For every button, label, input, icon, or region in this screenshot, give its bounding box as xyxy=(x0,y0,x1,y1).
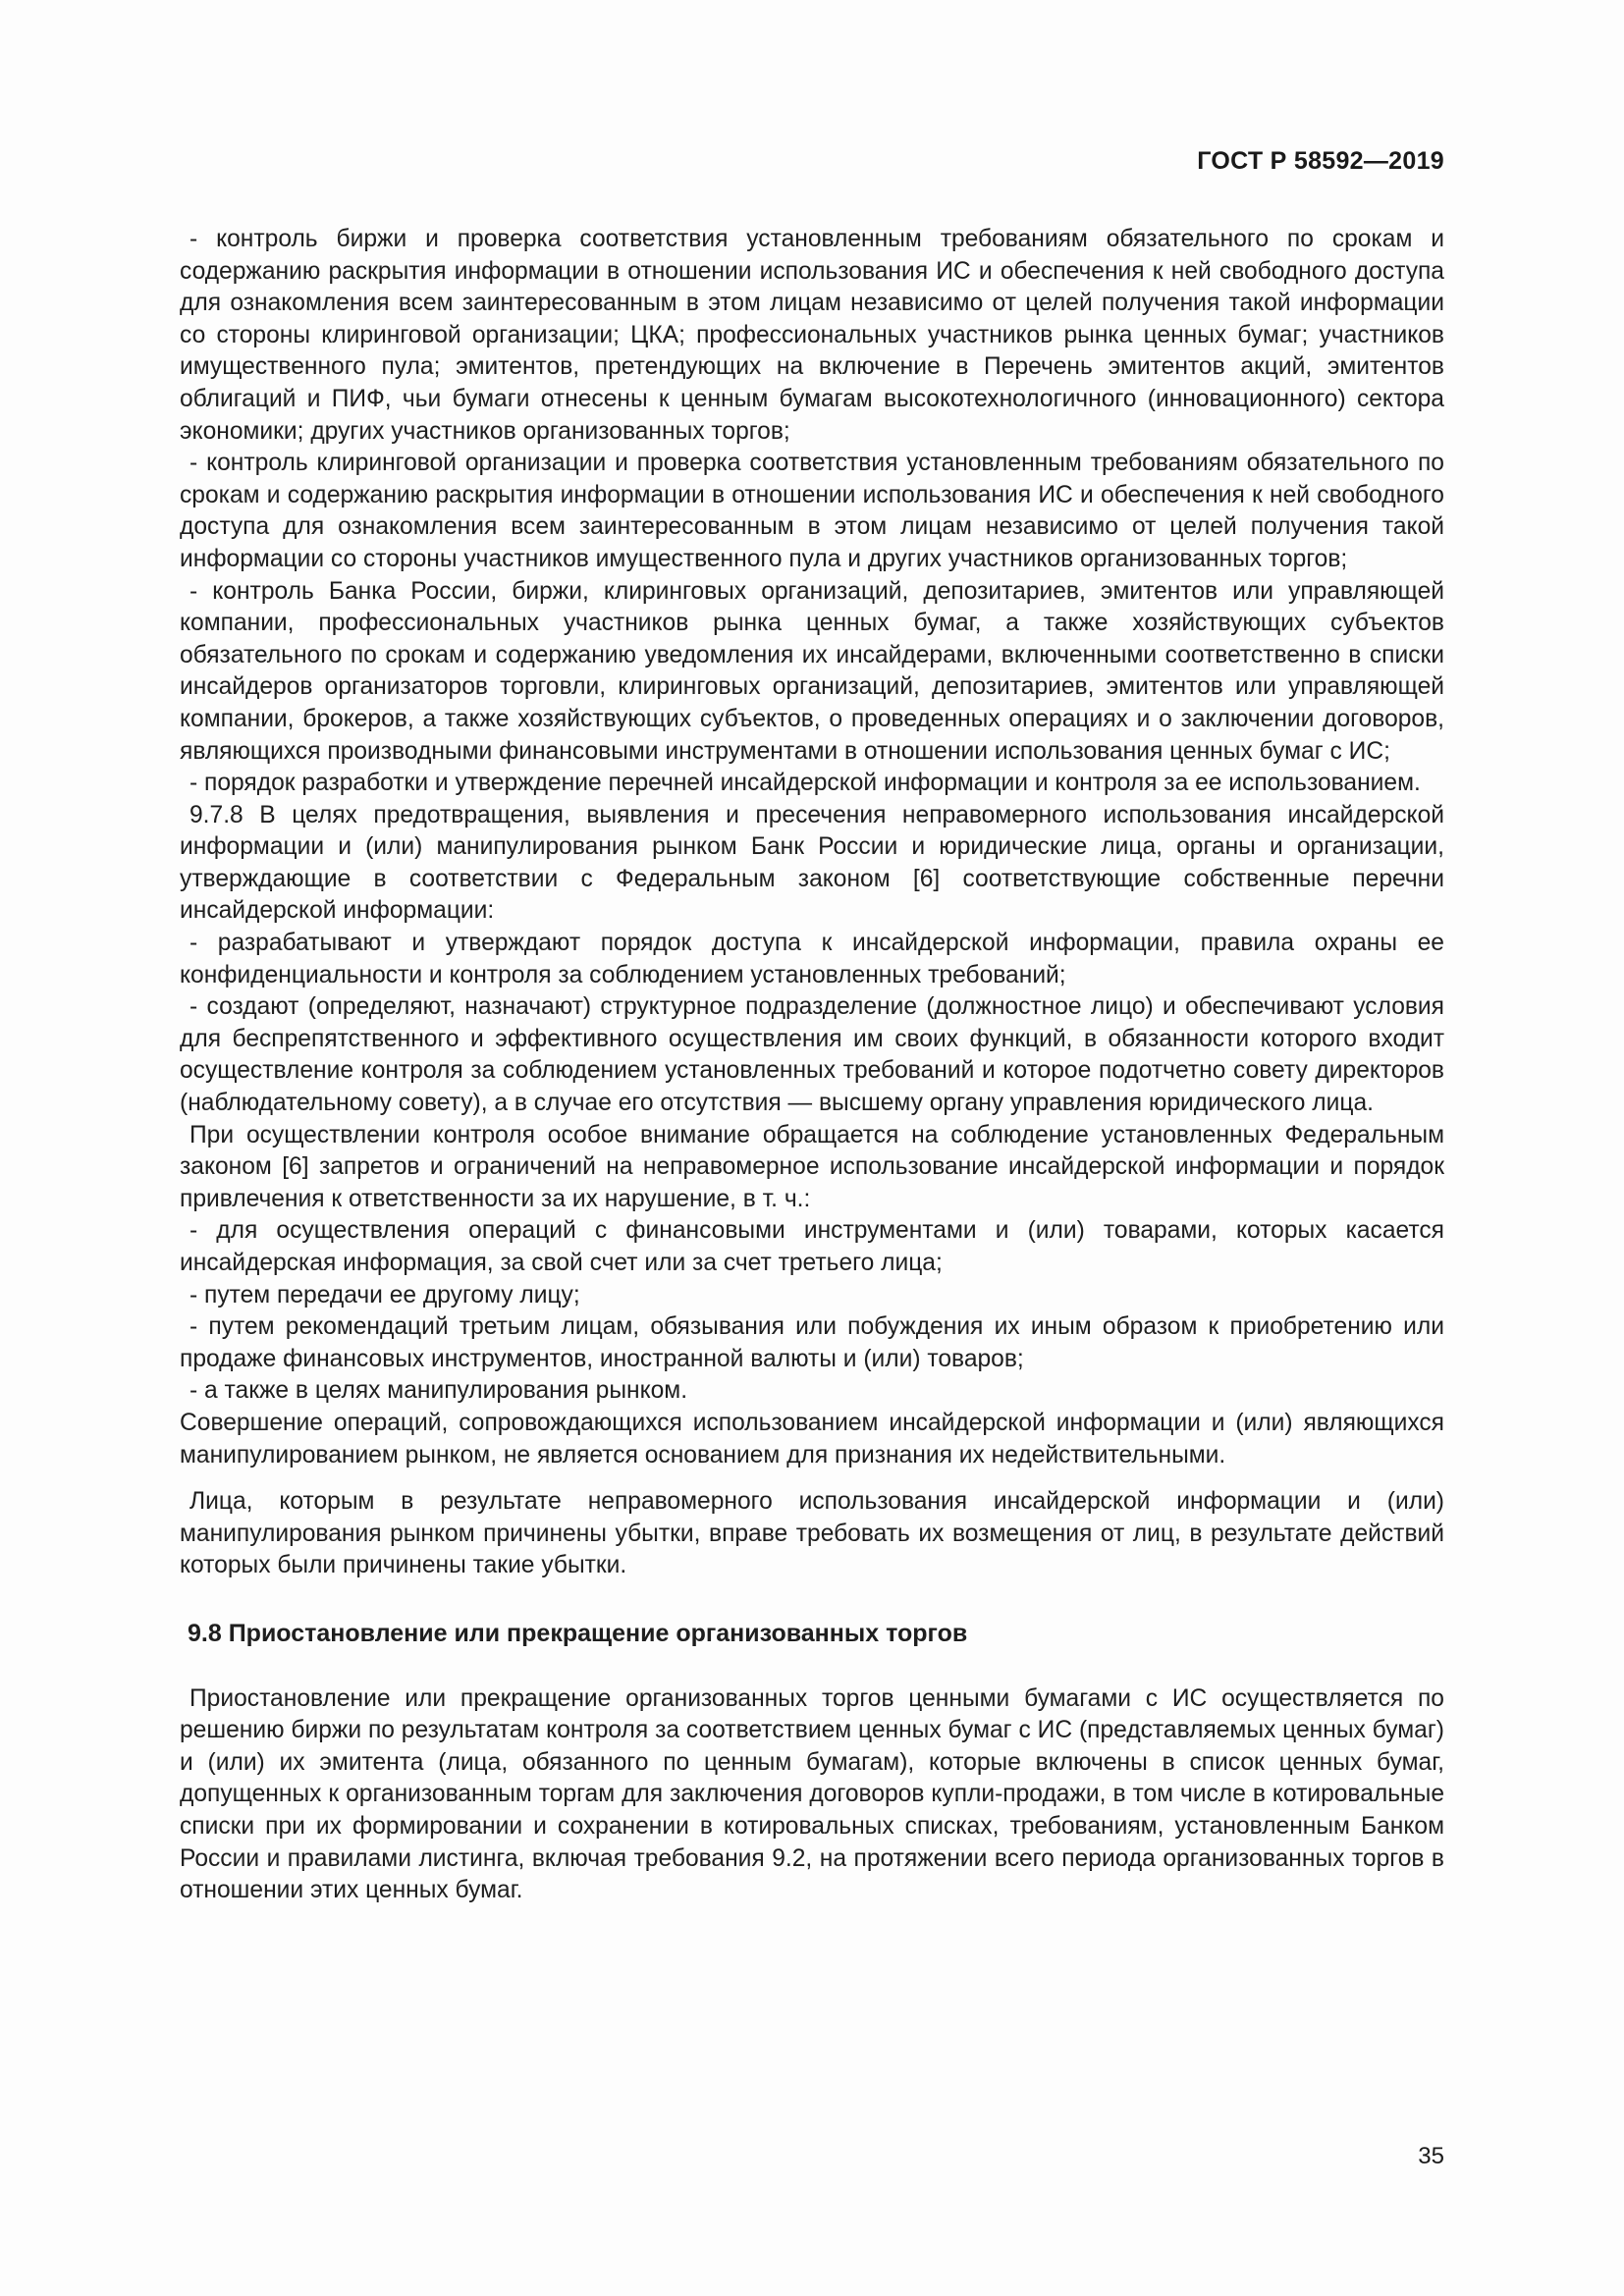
document-body xyxy=(180,224,1444,1907)
paragraph: - путем рекомендаций третьим лицам, обязывания или побуждения их иным образом к приобретению или продаже финансовых инструментов, иностранной валюты и (или) товаров; xyxy=(180,1313,1444,1372)
paragraph: - контроль клиринговой организации и проверка соответствия установленным требованиям обязательного по срокам и содержанию раскрытия информации в отношении использования ИС и обеспечения к ней свободного доступа для ознакомления всем заинтересованным в этом лицам независимо от целей получения такой информации со стороны участников имущественного пула и других участников организованных торгов; xyxy=(180,450,1444,572)
paragraph: - путем передачи ее другому лицу; xyxy=(189,1281,580,1308)
paragraph: - для осуществления операций с финансовыми инструментами и (или) товарами, которых касается инсайдерская информация, за свой счет или за счет третьего лица; xyxy=(180,1217,1444,1276)
page-number: 35 xyxy=(1418,2143,1444,2169)
paragraph: - порядок разработки и утверждение перечней инсайдерской информации и контроля за ее использованием. xyxy=(189,770,1421,797)
paragraph: При осуществлении контроля особое внимание обращается на соблюдение установленных Федеральным законом [6] запретов и ограничений на неправомерное использование инсайдерской информации и порядок привлечения к ответственности за их нарушение, в т. ч.: xyxy=(180,1121,1444,1212)
paragraph-clause-9-7-8: 9.7.8 В целях предотвращения, выявления и пресечения неправомерного использования инсайдерской информации и (или) манипулирования рынком Банк России и юридические лица, органы и организации, утверждающие в соответствии с Федеральным законом [6] соответствующие собственные перечни инсайдерской информации: xyxy=(180,801,1444,925)
paragraph: - контроль биржи и проверка соответствия установленным требованиям обязательного по срокам и содержанию раскрытия информации в отношении использования ИС и обеспечения к ней свободного доступа для ознакомления всем заинтересованным в этом лицам независимо от целей получения такой информации со стороны клиринговой организации; ЦКА; профессиональных участников рынка ценных бумаг; участников имущественного пула; эмитентов, претендующих на включение в Перечень эмитентов акций, эмитентов облигаций и ПИФ, чьи бумаги отнесены к ценным бумагам высокотехнологичного (инновационного) сектора экономики; других участников организованных торгов; xyxy=(180,226,1444,445)
section-paragraph: Приостановление или прекращение организованных торгов ценными бумагами с ИС осуществляется по решению биржи по результатам контроля за соответствием ценных бумаг с ИС (представляемых ценных бумаг) и (или) их эмитента (лица, обязанного по ценным бумагам), которые включены в список ценных бумаг, допущенных к организованным торгам для заключения договоров купли-продажи, в том числе в котировальные списки при их формировании и сохранении в котировальных списках, требованиям, установленным Банком России и правилами листинга, включая требования 9.2, на протяжении всего периода организованных торгов в отношении этих ценных бумаг. xyxy=(180,1684,1444,1904)
section-heading-9-8: 9.8 Приостановление или прекращение организованных торгов xyxy=(188,1619,968,1647)
paragraph: - разрабатывают и утверждают порядок доступа к инсайдерской информации, правила охраны ее конфиденциальности и контроля за соблюдением установленных требований; xyxy=(180,930,1444,988)
paragraph: Совершение операций, сопровождающихся использованием инсайдерской информации и (или) являющихся манипулированием рынком, не является основанием для признания их недействительными. xyxy=(180,1409,1444,1468)
document-id-header: ГОСТ Р 58592—2019 xyxy=(1197,147,1444,175)
paragraph: - а также в целях манипулирования рынком. xyxy=(189,1377,688,1405)
paragraph: Лица, которым в результате неправомерного использования инсайдерской информации и (или) манипулирования рынком причинены убытки, вправе требовать их возмещения от лиц, в результате действий которых были причинены такие убытки. xyxy=(180,1488,1444,1579)
paragraph: - создают (определяют, назначают) структурное подразделение (должностное лицо) и обеспечивают условия для беспрепятственного и эффективного осуществления им своих функций, в обязанности которого входит осуществление контроля за соблюдением установленных требований и которое подотчетно совету директоров (наблюдательному совету), а в случае его отсутствия — высшему органу управления юридического лица. xyxy=(180,993,1444,1117)
paragraph: - контроль Банка России, биржи, клиринговых организаций, депозитариев, эмитентов или управляющей компании, профессиональных участников рынка ценных бумаг, а также хозяйствующих субъектов обязательного по срокам и содержанию уведомления их инсайдерами, включенными соответственно в списки инсайдеров организаторов торговли, клиринговых организаций, депозитариев, эмитентов или управляющей компании, брокеров, а также хозяйствующих субъектов, о проведенных операциях и о заключении договоров, являющихся производными финансовыми инструментами в отношении использования ценных бумаг с ИС; xyxy=(180,577,1444,765)
